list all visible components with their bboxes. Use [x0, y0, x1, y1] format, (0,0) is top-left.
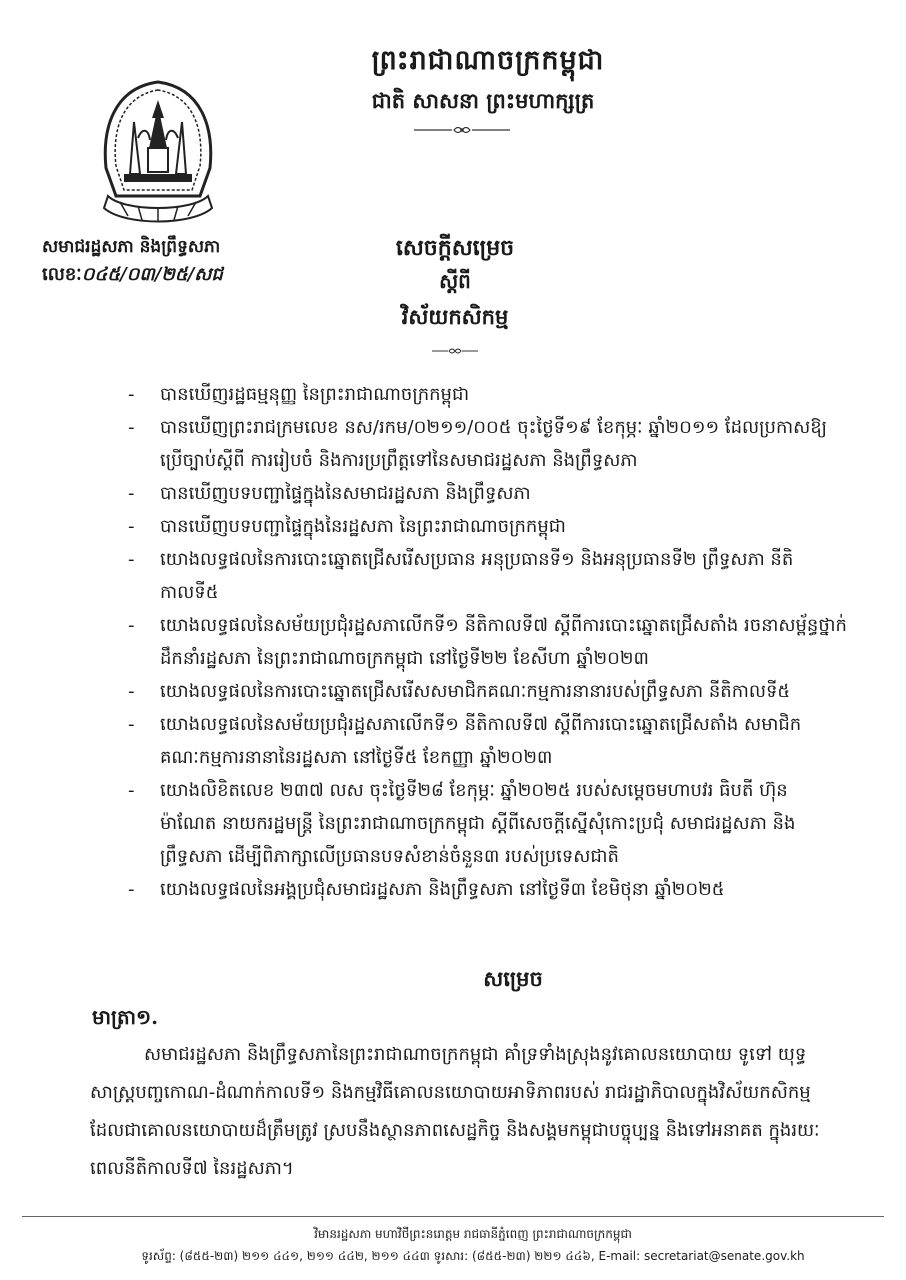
consideration-item: - យោងលទ្ធផលនៃអង្គប្រជុំសមាជរដ្ឋសភា និងព្រឹទ្ធសភា នៅថ្ងៃទី៣ ខែមិថុនា ឆ្នាំ២០២៥ [128, 879, 725, 900]
document-number-label: លេខៈ [42, 264, 82, 285]
consideration-item: - បានឃើញបទបញ្ជាផ្ទៃក្នុងនៃសមាជរដ្ឋសភា និងព្រឹទ្ធសភា [128, 483, 531, 504]
footer-contacts: ទូរស័ព្ទ: (៨៥៥-២៣) ២១១ ៤៤១, ២១១ ៤៤២, ២១១ ៤៤៣ ទូរសារ: (៨៥៥-២៣) ២២១ ៤៤៦, E-mail: secretariat@senate.gov.kh [141, 1249, 805, 1263]
consideration-item: - យោងលទ្ធផលនៃសម័យប្រជុំរដ្ឋសភាលើកទី១ នីតិកាលទី៧ ស្ដីពីការបោះឆ្នោតជ្រើសតាំង សមាជិកគណៈកម្មការនានានៃរដ្ឋសភា នៅថ្ងៃទី៥ ខែកញ្ញា ឆ្នាំ២០២៣ [128, 714, 802, 768]
article-title: មាត្រា១. [92, 1005, 159, 1029]
footer-address: វិមានរដ្ឋសភា មហាវិថីព្រះនរោត្តម រាជធានីភ្នំពេញ ព្រះរាជាណាចក្រកម្ពុជា [314, 1227, 632, 1241]
national-motto: ជាតិ សាសនា ព្រះមហាក្សត្រ [371, 88, 595, 113]
kingdom-heading: ព្រះរាជាណាចក្រកម្ពុជា [371, 45, 605, 76]
consideration-item: - បានឃើញរដ្ឋធម្មនុញ្ញ នៃព្រះរាជាណាចក្រកម្ពុជា [128, 384, 470, 405]
document-number-value: ០៤៥/០៣/២៥/សជ [81, 264, 223, 285]
document-subject: វិស័យកសិកម្ម [401, 304, 509, 329]
consideration-item: - យោងលទ្ធផលនៃសម័យប្រជុំរដ្ឋសភាលើកទី១ នីតិកាលទី៧ ស្ដីពីការបោះឆ្នោតជ្រើសតាំង រចនាសម្ព័ន្ធថ្នាក់ដឹកនាំរដ្ឋសភា នៃព្រះរាជាណាចក្រកម្ពុជា នៅថ្ងៃទី២២ ខែសីហា ឆ្នាំ២០២៣ [128, 615, 847, 669]
consideration-item: - យោងលទ្ធផលនៃការបោះឆ្នោតជ្រើសរើសប្រធាន អនុប្រធានទី១ និងអនុប្រធានទី២ ព្រឹទ្ធសភា នីតិកាលទី៥ [128, 549, 794, 603]
issuing-organization: សមាជរដ្ឋសភា និងព្រឹទ្ធសភា [42, 237, 221, 257]
decision-heading: សម្រេច [483, 966, 543, 991]
ornament-divider-icon [430, 346, 480, 356]
consideration-item: - យោងលិខិតលេខ ២៣៧ លស ចុះថ្ងៃទី២៨ ខែកុម្ភៈ ឆ្នាំ២០២៥ របស់សម្ដេចមហាបវរ ធិបតី ហ៊ុន ម៉ាណែត នាយករដ្ឋមន្ត្រី នៃព្រះរាជាណាចក្រកម្ពុជា ស្ដីពីសេចក្ដីស្នើសុំកោះប្រជុំ សមាជរដ្ឋសភា និងព្រឹទ្ធសភា ដើម្បីពិភាក្សាលើប្រធានបទសំខាន់ចំនួន៣ របស់ប្រទេសជាតិ [128, 780, 796, 867]
document-title: សេចក្ដីសម្រេច [395, 235, 515, 261]
consideration-item: - បានឃើញព្រះរាជក្រមលេខ នស/រកម/០២១១/០០៥ ចុះថ្ងៃទី១៩ ខែកុម្ភៈ ឆ្នាំ២០១១ ដែលប្រកាសឱ្យប្រើច្បាប់ស្ដីពី ការរៀបចំ និងការប្រព្រឹត្តទៅនៃសមាជរដ្ឋសភា និងព្រឹទ្ធសភា [128, 417, 828, 471]
consideration-item: - យោងលទ្ធផលនៃការបោះឆ្នោតជ្រើសរើសសមាជិកគណៈកម្មការនានារបស់ព្រឹទ្ធសភា នីតិកាលទី៥ [128, 681, 791, 702]
considerations-list [128, 378, 848, 906]
document-title-connector: ស្ដីពី [439, 269, 471, 293]
consideration-item: - បានឃើញបទបញ្ជាផ្ទៃក្នុងនៃរដ្ឋសភា នៃព្រះរាជាណាចក្រកម្ពុជា [128, 516, 566, 537]
ornament-divider-icon [412, 124, 512, 136]
royal-coat-of-arms-icon [94, 78, 222, 228]
footer-divider [22, 1216, 884, 1217]
article-body: សមាជរដ្ឋសភា និងព្រឹទ្ធសភានៃព្រះរាជាណាចក្រកម្ពុជា គាំទ្រទាំងស្រុងនូវគោលនយោបាយ ទូទៅ យុទ្ធសាស្ត្របញ្ចកោណ-ដំណាក់កាលទី១ និងកម្មវិធីគោលនយោបាយអាទិភាពរបស់ រាជរដ្ឋាភិបាលក្នុងវិស័យកសិកម្មដែលជាគោលនយោបាយដ៏ត្រឹមត្រូវ ស្របនឹងស្ថានភាពសេដ្ឋកិច្ច និងសង្គមកម្ពុជាបច្ចុប្បន្ន និងទៅអនាគត ក្នុងរយៈពេលនីតិកាលទី៧ នៃរដ្ឋសភា។ [90, 1044, 820, 1179]
document-number [42, 262, 223, 289]
